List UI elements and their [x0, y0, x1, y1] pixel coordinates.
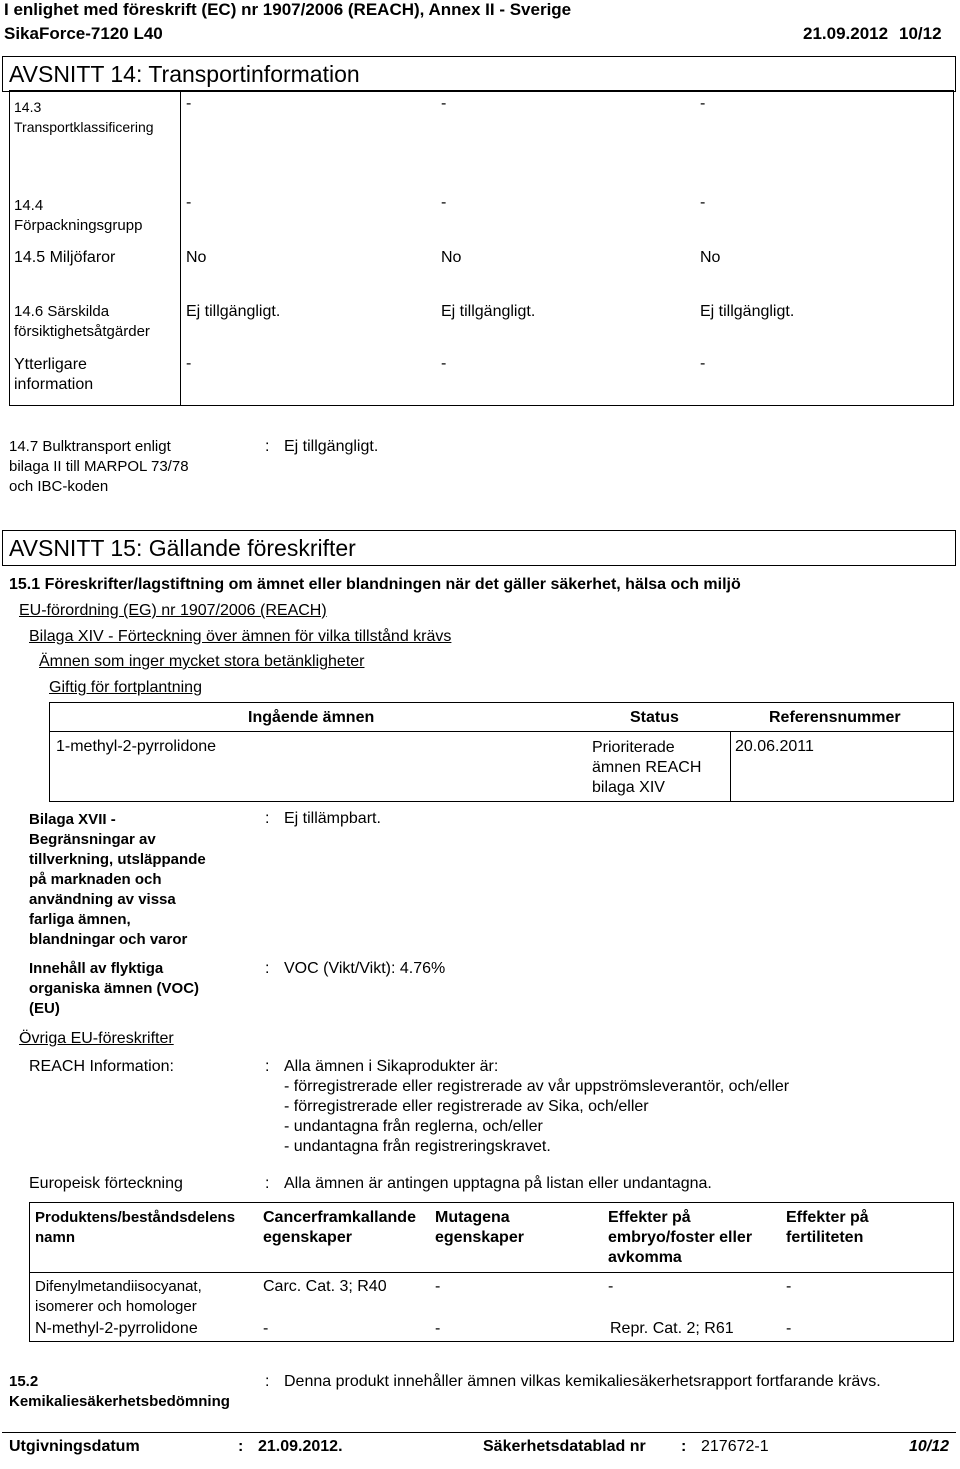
- product-name: SikaForce-7120 L40: [4, 24, 163, 43]
- cmr-row-1-carcinogenic: Carc. Cat. 3; R40: [263, 1278, 387, 1295]
- transport-row-14-5-value-2: No: [441, 249, 462, 266]
- cmr-row-1-embryo: -: [608, 1278, 614, 1295]
- cmr-row-1-fertility: -: [786, 1278, 792, 1295]
- transport-row-14-6-value-3: Ej tillgängligt.: [700, 303, 795, 320]
- reach-information-value: Alla ämnen i Sikaprodukter är: - förregistrerade eller registrerade av vår uppströmsleverantör, och/eller - förregistrerade eller registrerade av Sika, och/eller - undantagna från reglerna, och/eller - undantagna från registreringskravet.: [284, 1058, 790, 1155]
- cmr-row-1-mutagenic: -: [435, 1278, 441, 1295]
- section-15-title-bar: [2, 530, 956, 566]
- footer-issue-date: 21.09.2012.: [258, 1438, 343, 1455]
- transport-row-14-3-label: 14.3 Transportklassificering: [14, 99, 154, 135]
- transport-row-14-5-label: 14.5 Miljöfaror: [14, 249, 116, 266]
- section-15-1-heading: 15.1 Föreskrifter/lagstiftning om ämnet eller blandningen när det gäller säkerhet, hälsa och miljö: [9, 576, 741, 593]
- annex-xvii-label: Bilaga XVII - Begränsningar av tillverkning, utsläppande på marknaden och användning av vissa farliga ämnen, blandningar och varor: [29, 811, 206, 948]
- transport-row-14-6-value-2: Ej tillgängligt.: [441, 303, 536, 320]
- cmr-row-2-carcinogenic: -: [263, 1320, 269, 1337]
- transport-row-14-3-value-3: -: [700, 95, 706, 112]
- section-14-title-bar: [2, 56, 956, 92]
- transport-row-additional-value-2: -: [441, 355, 447, 372]
- footer-sds-number: 217672-1: [701, 1438, 769, 1455]
- voc-colon: :: [265, 960, 270, 977]
- svhc-status: Prioriterade ämnen REACH bilaga XIV: [592, 739, 702, 796]
- cmr-header-fertility: Effekter på fertiliteten: [786, 1209, 869, 1246]
- footer-sds-colon: :: [681, 1438, 687, 1455]
- header-page: 10/12: [899, 24, 942, 43]
- section-14-title: AVSNITT 14: Transportinformation: [9, 61, 360, 87]
- transport-table-divider: [180, 90, 181, 406]
- svhc-header-status: Status: [630, 709, 679, 726]
- section-15-2-value: Denna produkt innehåller ämnen vilkas kemikaliesäkerhetsrapport fortfarande krävs.: [284, 1373, 881, 1390]
- european-inventory-value: Alla ämnen är antingen upptagna på listan eller undantagna.: [284, 1175, 712, 1192]
- document-header-title: I enlighet med föreskrift (EC) nr 1907/2006 (REACH), Annex II - Sverige: [4, 0, 572, 19]
- transport-row-14-6-label: 14.6 Särskilda försiktighetsåtgärder: [14, 303, 150, 340]
- svhc-reference: 20.06.2011: [735, 738, 814, 755]
- other-eu-regulations-heading: Övriga EU-föreskrifter: [19, 1030, 174, 1047]
- transport-row-additional-value-1: -: [186, 355, 192, 372]
- footer-page: 10/12: [909, 1438, 950, 1455]
- svhc-heading: Ämnen som inger mycket stora betänkligheter: [39, 653, 365, 670]
- annex-xvii-colon: :: [265, 810, 270, 827]
- section-15-2-label: 15.2 Kemikaliesäkerhetsbedömning: [9, 1373, 230, 1410]
- transport-row-14-5-value-3: No: [700, 249, 721, 266]
- annex-xiv-heading: Bilaga XIV - Förteckning över ämnen för vilka tillstånd krävs: [29, 628, 452, 645]
- cmr-header-mutagenic: Mutagena egenskaper: [435, 1209, 524, 1246]
- footer-sds-label: Säkerhetsdatablad nr: [483, 1438, 646, 1455]
- european-inventory-label: Europeisk förteckning: [29, 1175, 183, 1192]
- header-date: 21.09.2012: [803, 24, 889, 43]
- annex-xvii-value: Ej tillämpbart.: [284, 810, 381, 827]
- bulk-transport-label: 14.7 Bulktransport enligt bilaga II till MARPOL 73/78 och IBC-koden: [9, 438, 189, 495]
- transport-table: [9, 90, 954, 406]
- transport-row-14-5-value-1: No: [186, 249, 207, 266]
- svhc-substance: 1-methyl-2-pyrrolidone: [56, 738, 217, 755]
- cmr-header-embryo: Effekter på embryo/foster eller avkomma: [608, 1209, 753, 1266]
- transport-row-14-4-value-1: -: [186, 194, 192, 211]
- svhc-table-divider: [730, 732, 731, 802]
- footer-rule: [2, 1432, 956, 1433]
- svhc-header-substance: Ingående ämnen: [248, 709, 375, 726]
- bulk-transport-colon: :: [265, 438, 270, 455]
- cmr-table-header-line: [29, 1272, 954, 1273]
- voc-value: VOC (Vikt/Vikt): 4.76%: [284, 960, 446, 977]
- transport-row-14-4-label: 14.4 Förpackningsgrupp: [14, 197, 143, 234]
- transport-row-14-3-value-2: -: [441, 95, 447, 112]
- cmr-row-2-embryo: Repr. Cat. 2; R61: [610, 1320, 734, 1337]
- footer-issue-colon: :: [238, 1438, 244, 1455]
- transport-row-additional-value-3: -: [700, 355, 706, 372]
- cmr-header-name: Produktens/beståndsdelens namn: [35, 1209, 236, 1246]
- reach-information-label: REACH Information:: [29, 1058, 174, 1075]
- transport-row-14-6-value-1: Ej tillgängligt.: [186, 303, 281, 320]
- transport-row-14-4-value-2: -: [441, 194, 447, 211]
- european-inventory-colon: :: [265, 1175, 270, 1192]
- section-15-2-colon: :: [265, 1373, 270, 1390]
- footer-issue-label: Utgivningsdatum: [9, 1438, 140, 1455]
- svhc-header-reference: Referensnummer: [769, 709, 901, 726]
- cmr-row-2-fertility: -: [786, 1320, 792, 1337]
- cmr-header-carcinogenic: Cancerframkallande egenskaper: [263, 1209, 416, 1246]
- voc-label: Innehåll av flyktiga organiska ämnen (VOC) (EU): [29, 960, 200, 1017]
- cmr-row-1-name: Difenylmetandiisocyanat, isomerer och homologer: [35, 1278, 202, 1315]
- transport-row-14-3-value-1: -: [186, 95, 192, 112]
- reproductive-toxicity-heading: Giftig för fortplantning: [49, 679, 202, 696]
- cmr-row-2-name: N-methyl-2-pyrrolidone: [35, 1320, 198, 1337]
- section-15-title: AVSNITT 15: Gällande föreskrifter: [9, 535, 356, 561]
- cmr-row-2-mutagenic: -: [435, 1320, 441, 1337]
- transport-row-additional-label: Ytterligare information: [14, 356, 94, 393]
- reach-information-colon: :: [265, 1058, 270, 1075]
- eu-regulation-heading: EU-förordning (EG) nr 1907/2006 (REACH): [19, 602, 327, 619]
- transport-row-14-4-value-3: -: [700, 194, 706, 211]
- bulk-transport-value: Ej tillgängligt.: [284, 438, 379, 455]
